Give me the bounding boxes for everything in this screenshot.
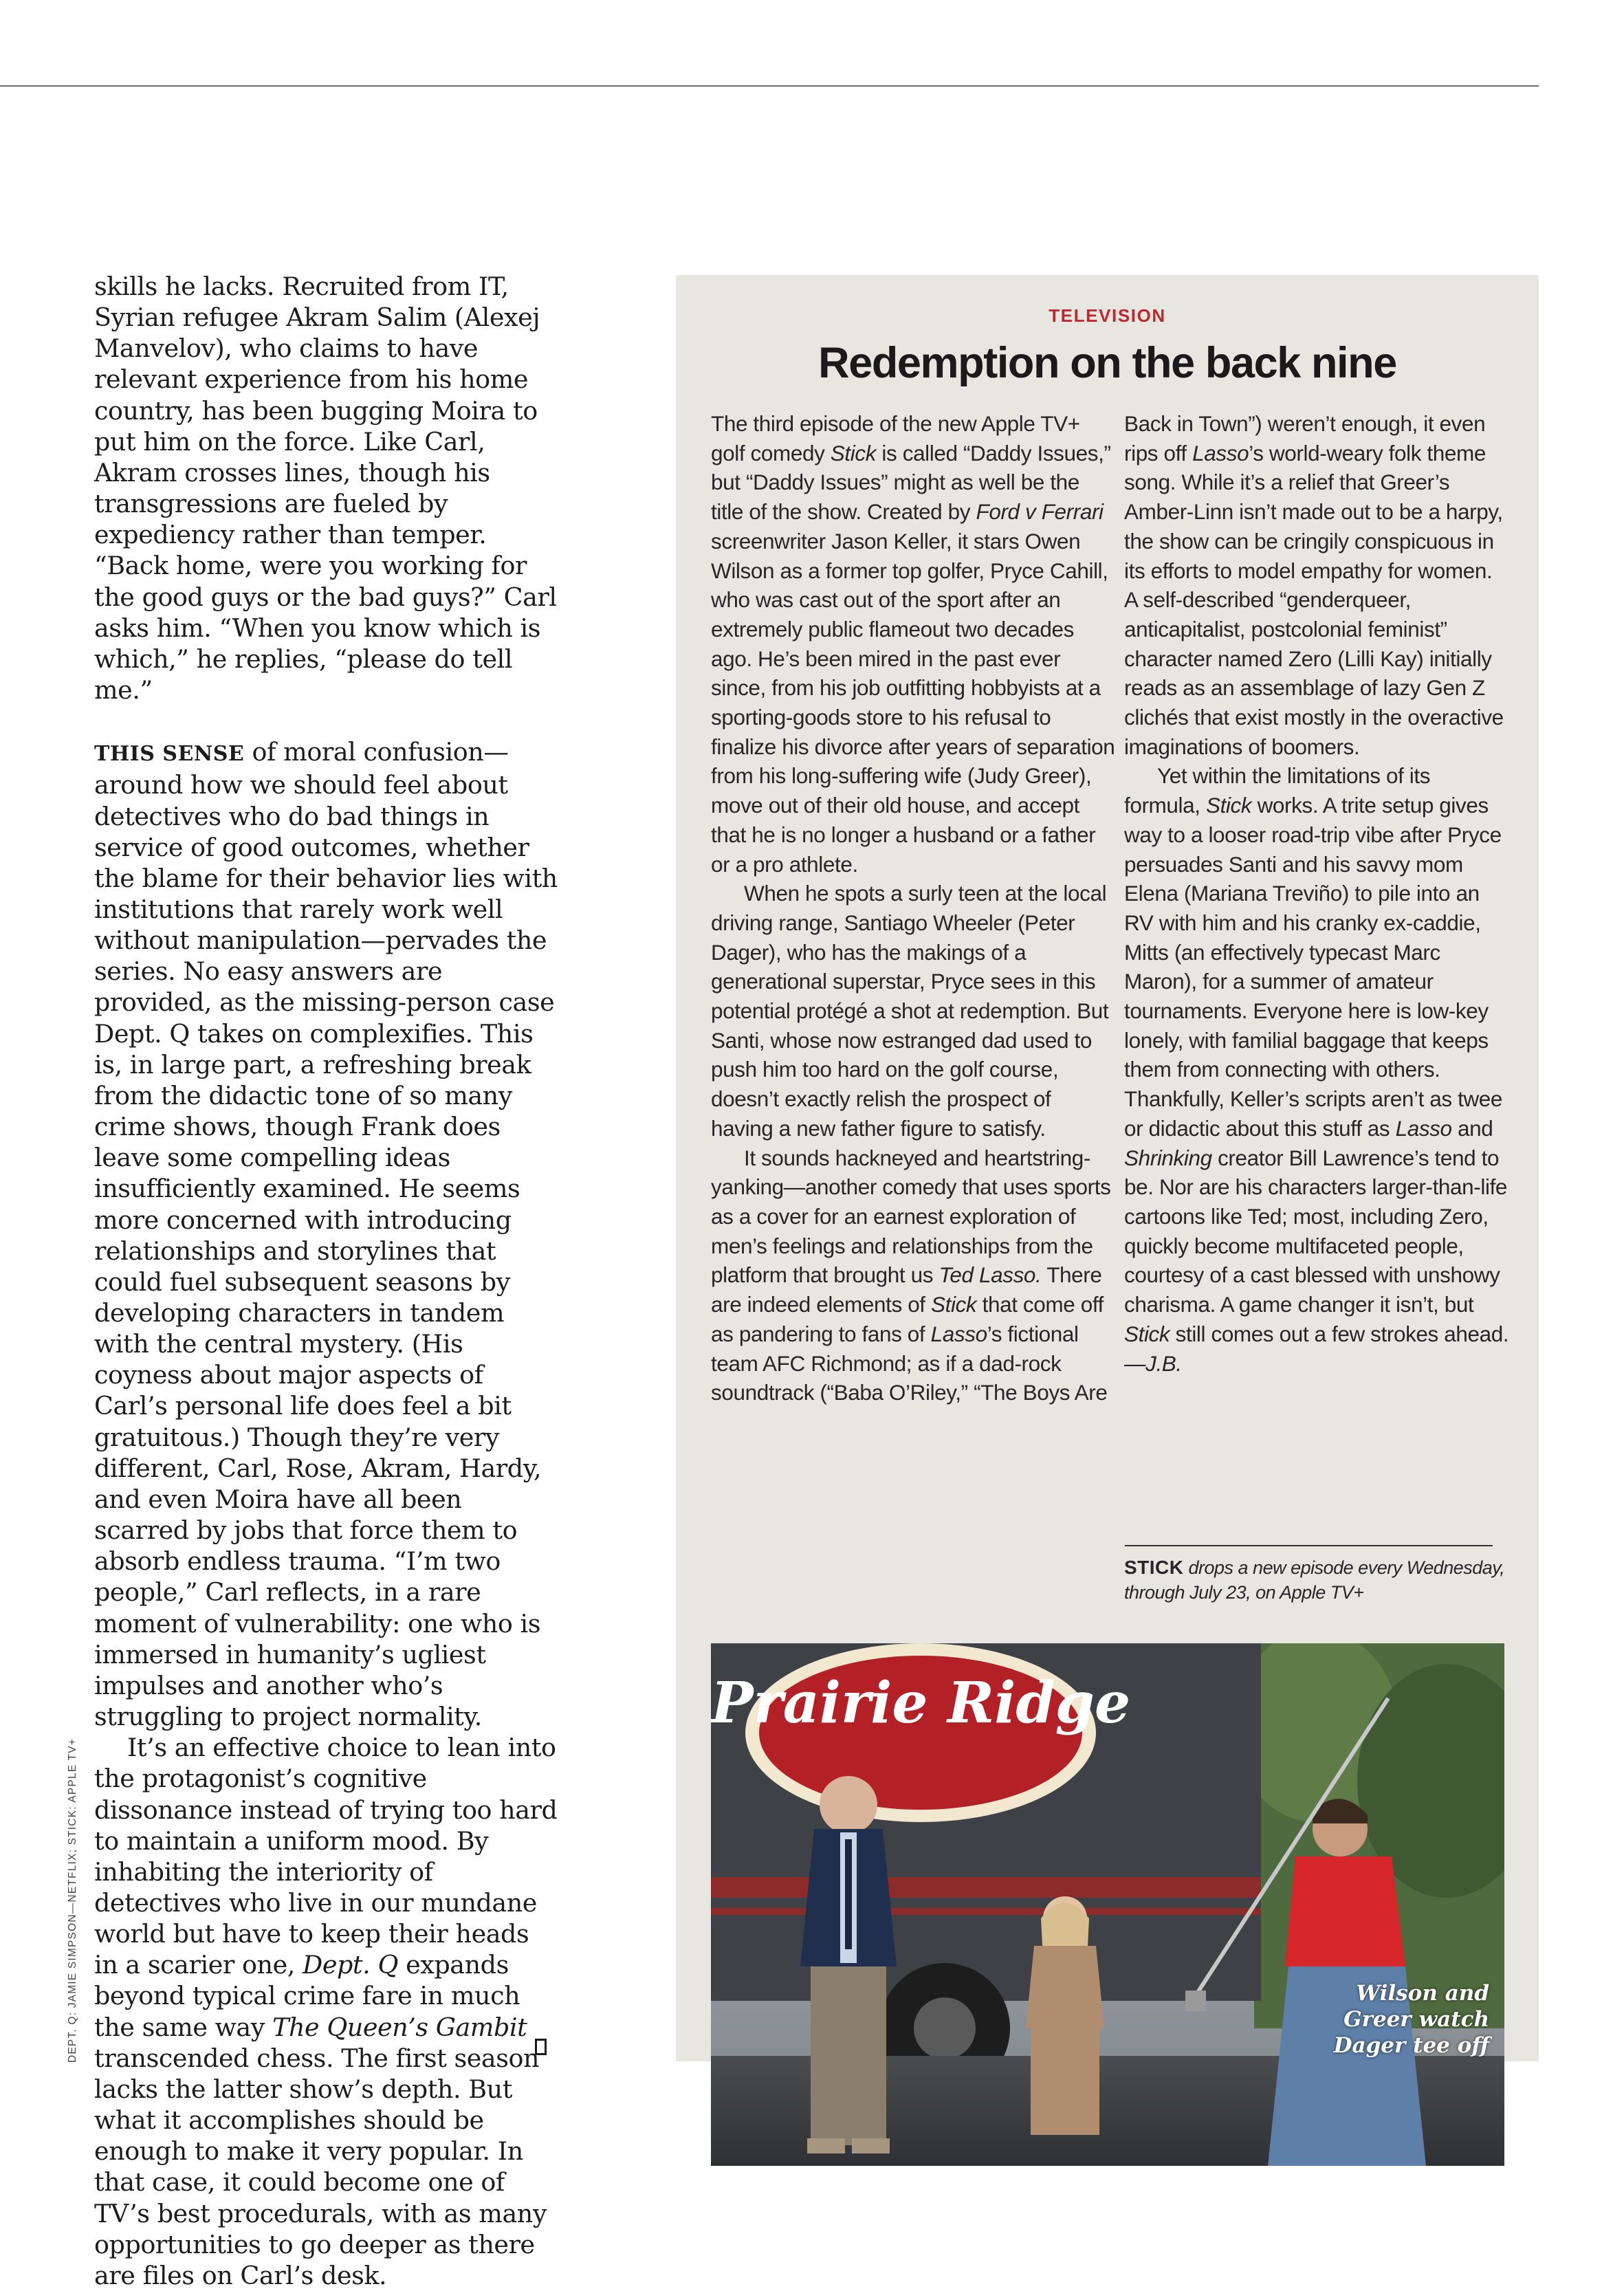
- photo-sign-text: Prairie Ridge: [711, 1670, 1131, 1736]
- end-mark-icon: [535, 2039, 547, 2055]
- sidebar-column-left: [711, 409, 1117, 1407]
- paragraph: It sounds hackneyed and heartstring-yanking—another comedy that uses sports as a cover for an earnest exploration of men’s feelings and relationships from the platform that brought us Ted Lasso. There are indeed elements of Stick that come off as pandering to fans of Lasso’s fictional team AFC Richmond; as if a dad-rock soundtrack (“Baba O’Riley,” “The Boys Are: [711, 1145, 1111, 1405]
- main-article-column: [94, 271, 559, 2291]
- stick-photo: [711, 1643, 1504, 2166]
- photo-caption: Wilson and Greer watch Dager tee off: [1333, 1981, 1489, 2058]
- section-kicker: TELEVISION: [1049, 305, 1166, 326]
- show-info-caption: STICK drops a new episode every Wednesday, through July 23, on Apple TV+: [1124, 1557, 1505, 1603]
- sidebar-column-right: [1124, 409, 1509, 1378]
- paragraph: Yet within the limitations of its formula, Stick works. A trite setup gives way to a looser road-trip vibe after Pryce persuades Santi and his savvy mom Elena (Mariana Treviño) to pile into an RV with him and his cranky ex-caddie, Mitts (an effectively typecast Marc Maron), for a summer of amateur tournaments. Everyone here is low-key lonely, with familial baggage that keeps them from connecting with others. Thankfully, Keller’s scripts aren’t as twee or didactic about this stuff as Lasso and Shrinking creator Bill Lawrence’s tend to be. Nor are his characters larger-than-life cartoons like Ted; most, including Zero, quickly become multifaceted people, courtesy of a cast blessed with unshowy charisma. A game changer it isn’t, but Stick still comes out a few strokes ahead. —J.B.: [1124, 763, 1509, 1376]
- photo-illustration: [711, 1643, 1504, 2166]
- paragraph: skills he lacks. Recruited from IT, Syrian refugee Akram Salim (Alexej Manvelov), who claims to have relevant experience from his home country, has been bugging Moira to put him on the force. Like Carl, Akram crosses lines, though his transgressions are fueled by expediency rather than temper. “Back home, were you working for the good guys or the bad guys?” Carl asks him. “When you know which is which,” he replies, “please do tell me.”: [94, 272, 557, 705]
- paragraph: It’s an effective choice to lean into the protagonist’s cognitive dissonance instead of trying too hard to maintain a uniform mood. By inhabiting the interiority of detectives who live in our mundane world but have to keep their heads in a scarier one, Dept. Q expands beyond typical crime fare in much the same way The Queen’s Gambit transcended chess. The first season lacks the latter show’s depth. But what it accomplishes should be enough to make it very popular. In that case, it could become one of TV’s best procedurals, with as many opportunities to go deeper as there are files on Carl’s desk.: [94, 1733, 558, 2290]
- caption-rule: [1125, 1545, 1493, 1546]
- paragraph: When he spots a surly teen at the local driving range, Santiago Wheeler (Peter Dager), who has the makings of a generational superstar, Pryce sees in this potential protégé a shot at redemption. But Santi, whose now estranged dad used to push him too hard on the golf course, doesn’t exactly relish the prospect of having a new father figure to satisfy.: [711, 881, 1109, 1141]
- lead-in: THIS SENSE: [94, 742, 245, 767]
- paragraph: Back in Town”) weren’t enough, it even rips off Lasso’s world-weary folk theme song. While it’s a relief that Greer’s Amber-Linn isn’t made out to be a harpy, the show can be cringily conspicuous in its efforts to model empathy for women. A self-described “genderqueer, anticapitalist, postcolonial feminist” character named Zero (Lilli Kay) initially reads as an assemblage of lazy Gen Z clichés that exist mostly in the overactive imaginations of boomers.: [1124, 411, 1504, 759]
- paragraph: THIS SENSE of moral confusion—around how we should feel about detectives who do bad things in service of good outcomes, whether the blame for their behavior lies with institutions that rarely work well without manipulation—pervades the series. No easy answers are provided, as the missing-person case Dept. Q takes on complexifies. This is, in large part, a refreshing break from the didactic tone of so many crime shows, though Frank does leave some compelling ideas insufficiently examined. He seems more concerned with introducing relationships and storylines that could fuel subsequent seasons by developing characters in tandem with the central mystery. (His coyness about major aspects of Carl’s personal life does feel a bit gratuitous.) Though they’re very different, Carl, Rose, Akram, Hardy, and even Moira have all been scarred by jobs that force them to absorb endless trauma. “I’m two people,” Carl reflects, in a rare moment of vulnerability: one who is immersed in humanity’s ugliest impulses and another who’s struggling to project normality.: [94, 737, 558, 1732]
- top-rule: [0, 85, 1539, 87]
- sidebar-headline: Redemption on the back nine: [818, 339, 1396, 387]
- paragraph: The third episode of the new Apple TV+ golf comedy Stick is called “Daddy Issues,” but “Daddy Issues” might as well be the title of the show. Created by Ford v Ferrari screenwriter Jason Keller, it stars Owen Wilson as a former top golfer, Pryce Cahill, who was cast out of the sport after an extremely public flameout two decades ago. He’s been mired in the past ever since, from his job outfitting hobbyists at a sporting-goods store to his refusal to finalize his divorce after years of separation from his long-suffering wife (Judy Greer), move out of their old house, and accept that he is no longer a husband or a father or a pro athlete.: [711, 411, 1115, 877]
- photo-credit: DEPT. Q: JAMIE SIMPSON—NETFLIX; STICK: APPLE TV+: [67, 1738, 78, 2063]
